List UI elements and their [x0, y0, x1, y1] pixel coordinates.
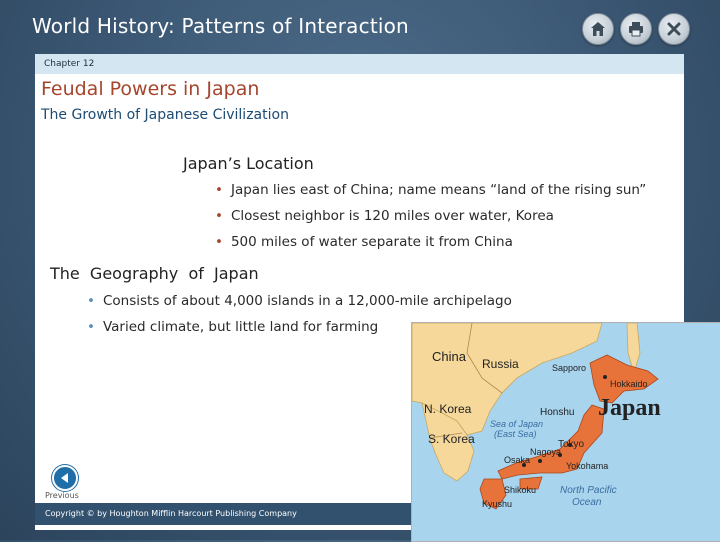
map-label-sapporo: Sapporo: [552, 363, 587, 373]
list-item: • Closest neighbor is 120 miles over water, Korea: [215, 208, 554, 224]
bullet-text: Varied climate, but little land for farming: [102, 319, 379, 335]
home-icon: [589, 20, 607, 38]
map-label-russia: Russia: [482, 357, 519, 371]
previous-button[interactable]: [52, 465, 78, 491]
bullet-text: Closest neighbor is 120 miles over water, Korea: [230, 208, 554, 224]
map-label-kyushu: Kyushu: [482, 499, 513, 509]
map-label-south-korea: S. Korea: [428, 432, 475, 446]
copyright-text: Copyright © by Houghton Mifflin Harcourt Publishing Company: [45, 509, 297, 518]
map-title: Japan: [598, 395, 661, 421]
chapter-label: Chapter 12: [44, 59, 95, 69]
map-label-osaka: Osaka: [504, 455, 531, 465]
toolbar: [582, 13, 690, 45]
map-label-nagoya: Nagoya: [530, 447, 562, 457]
bullet-text: Japan lies east of China; name means “land of the rising sun”: [230, 182, 647, 198]
home-button[interactable]: [582, 13, 614, 45]
map-graphic: [412, 323, 720, 541]
location-bullets: [215, 182, 646, 260]
map-label-honshu: Honshu: [540, 407, 575, 418]
app-title: World History: Patterns of Interaction: [32, 14, 409, 38]
section-heading-geography: The Geography of Japan: [50, 264, 259, 283]
map-label-yokohama: Yokohama: [566, 461, 609, 471]
list-item: • Varied climate, but little land for farming: [87, 319, 379, 335]
map-label-hokkaido: Hokkaido: [610, 379, 648, 389]
list-item: • Japan lies east of China; name means “land of the rising sun”: [215, 182, 647, 198]
map-label-north-pacific: North Pacific: [560, 485, 617, 496]
chapter-bar: [35, 54, 684, 74]
bullet-text: 500 miles of water separate it from China: [230, 234, 513, 250]
close-icon: [665, 20, 683, 38]
print-button[interactable]: [620, 13, 652, 45]
map-label-tokyo: Tokyo: [558, 439, 585, 450]
section-heading-location: Japan’s Location: [183, 154, 314, 173]
close-button[interactable]: [658, 13, 690, 45]
map-label-east-sea: (East Sea): [494, 429, 537, 439]
map-label-north-korea: N. Korea: [424, 402, 472, 416]
print-icon: [627, 20, 645, 38]
map-label-shikoku: Shikoku: [504, 485, 537, 495]
slide-subtitle: The Growth of Japanese Civilization: [41, 107, 289, 123]
list-item: • Consists of about 4,000 islands in a 12,000-mile archipelago: [87, 293, 512, 309]
previous-label: Previous: [45, 491, 79, 500]
japan-map: [411, 322, 720, 542]
list-item: • 500 miles of water separate it from China: [215, 234, 513, 250]
bullet-text: Consists of about 4,000 islands in a 12,000-mile archipelago: [102, 293, 512, 309]
slide-title: Feudal Powers in Japan: [41, 78, 260, 100]
map-label-china: China: [432, 349, 466, 364]
map-label-sea-of-japan: Sea of Japan: [490, 419, 544, 429]
arrow-left-icon: [59, 472, 71, 484]
map-label-ocean: Ocean: [572, 497, 602, 508]
